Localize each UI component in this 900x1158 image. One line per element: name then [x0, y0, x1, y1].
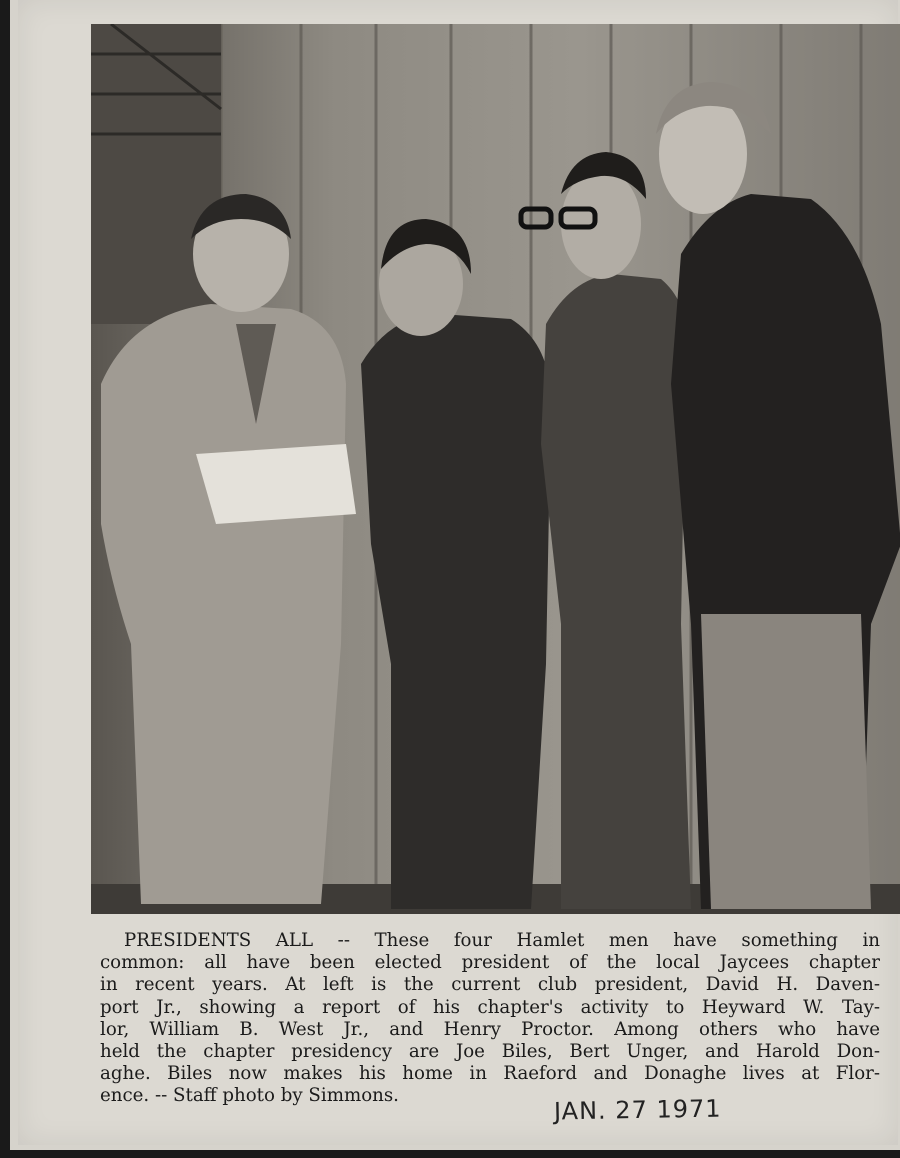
photo-caption — [100, 930, 880, 1108]
caption-line-4: port Jr., showing a report of his chapter's activity to Heyward W. Tay- — [100, 996, 880, 1018]
date-stamp: JAN. 27 1971 — [553, 1094, 722, 1126]
photograph-icon — [91, 24, 900, 914]
caption-line-3: in recent years. At left is the current club president, David H. Daven- — [100, 974, 880, 996]
caption-line-1: PRESIDENTS ALL -- These four Hamlet men have something in — [124, 930, 880, 951]
news-photograph — [91, 24, 900, 914]
caption-line-7: aghe. Biles now makes his home in Raeford and Donaghe lives at Flor- — [100, 1063, 880, 1085]
caption-line-5: lor, William B. West Jr., and Henry Proctor. Among others who have — [100, 1018, 880, 1040]
scan-background — [10, 0, 900, 1150]
newspaper-clipping — [18, 0, 898, 1145]
caption-line-2: common: all have been elected president of the local Jaycees chapter — [100, 952, 880, 974]
caption-line-6: held the chapter presidency are Joe Biles, Bert Unger, and Harold Don- — [100, 1041, 880, 1063]
report-paper — [196, 444, 356, 524]
caption-line-8: ence. -- Staff photo by Simmons. — [100, 1085, 399, 1107]
